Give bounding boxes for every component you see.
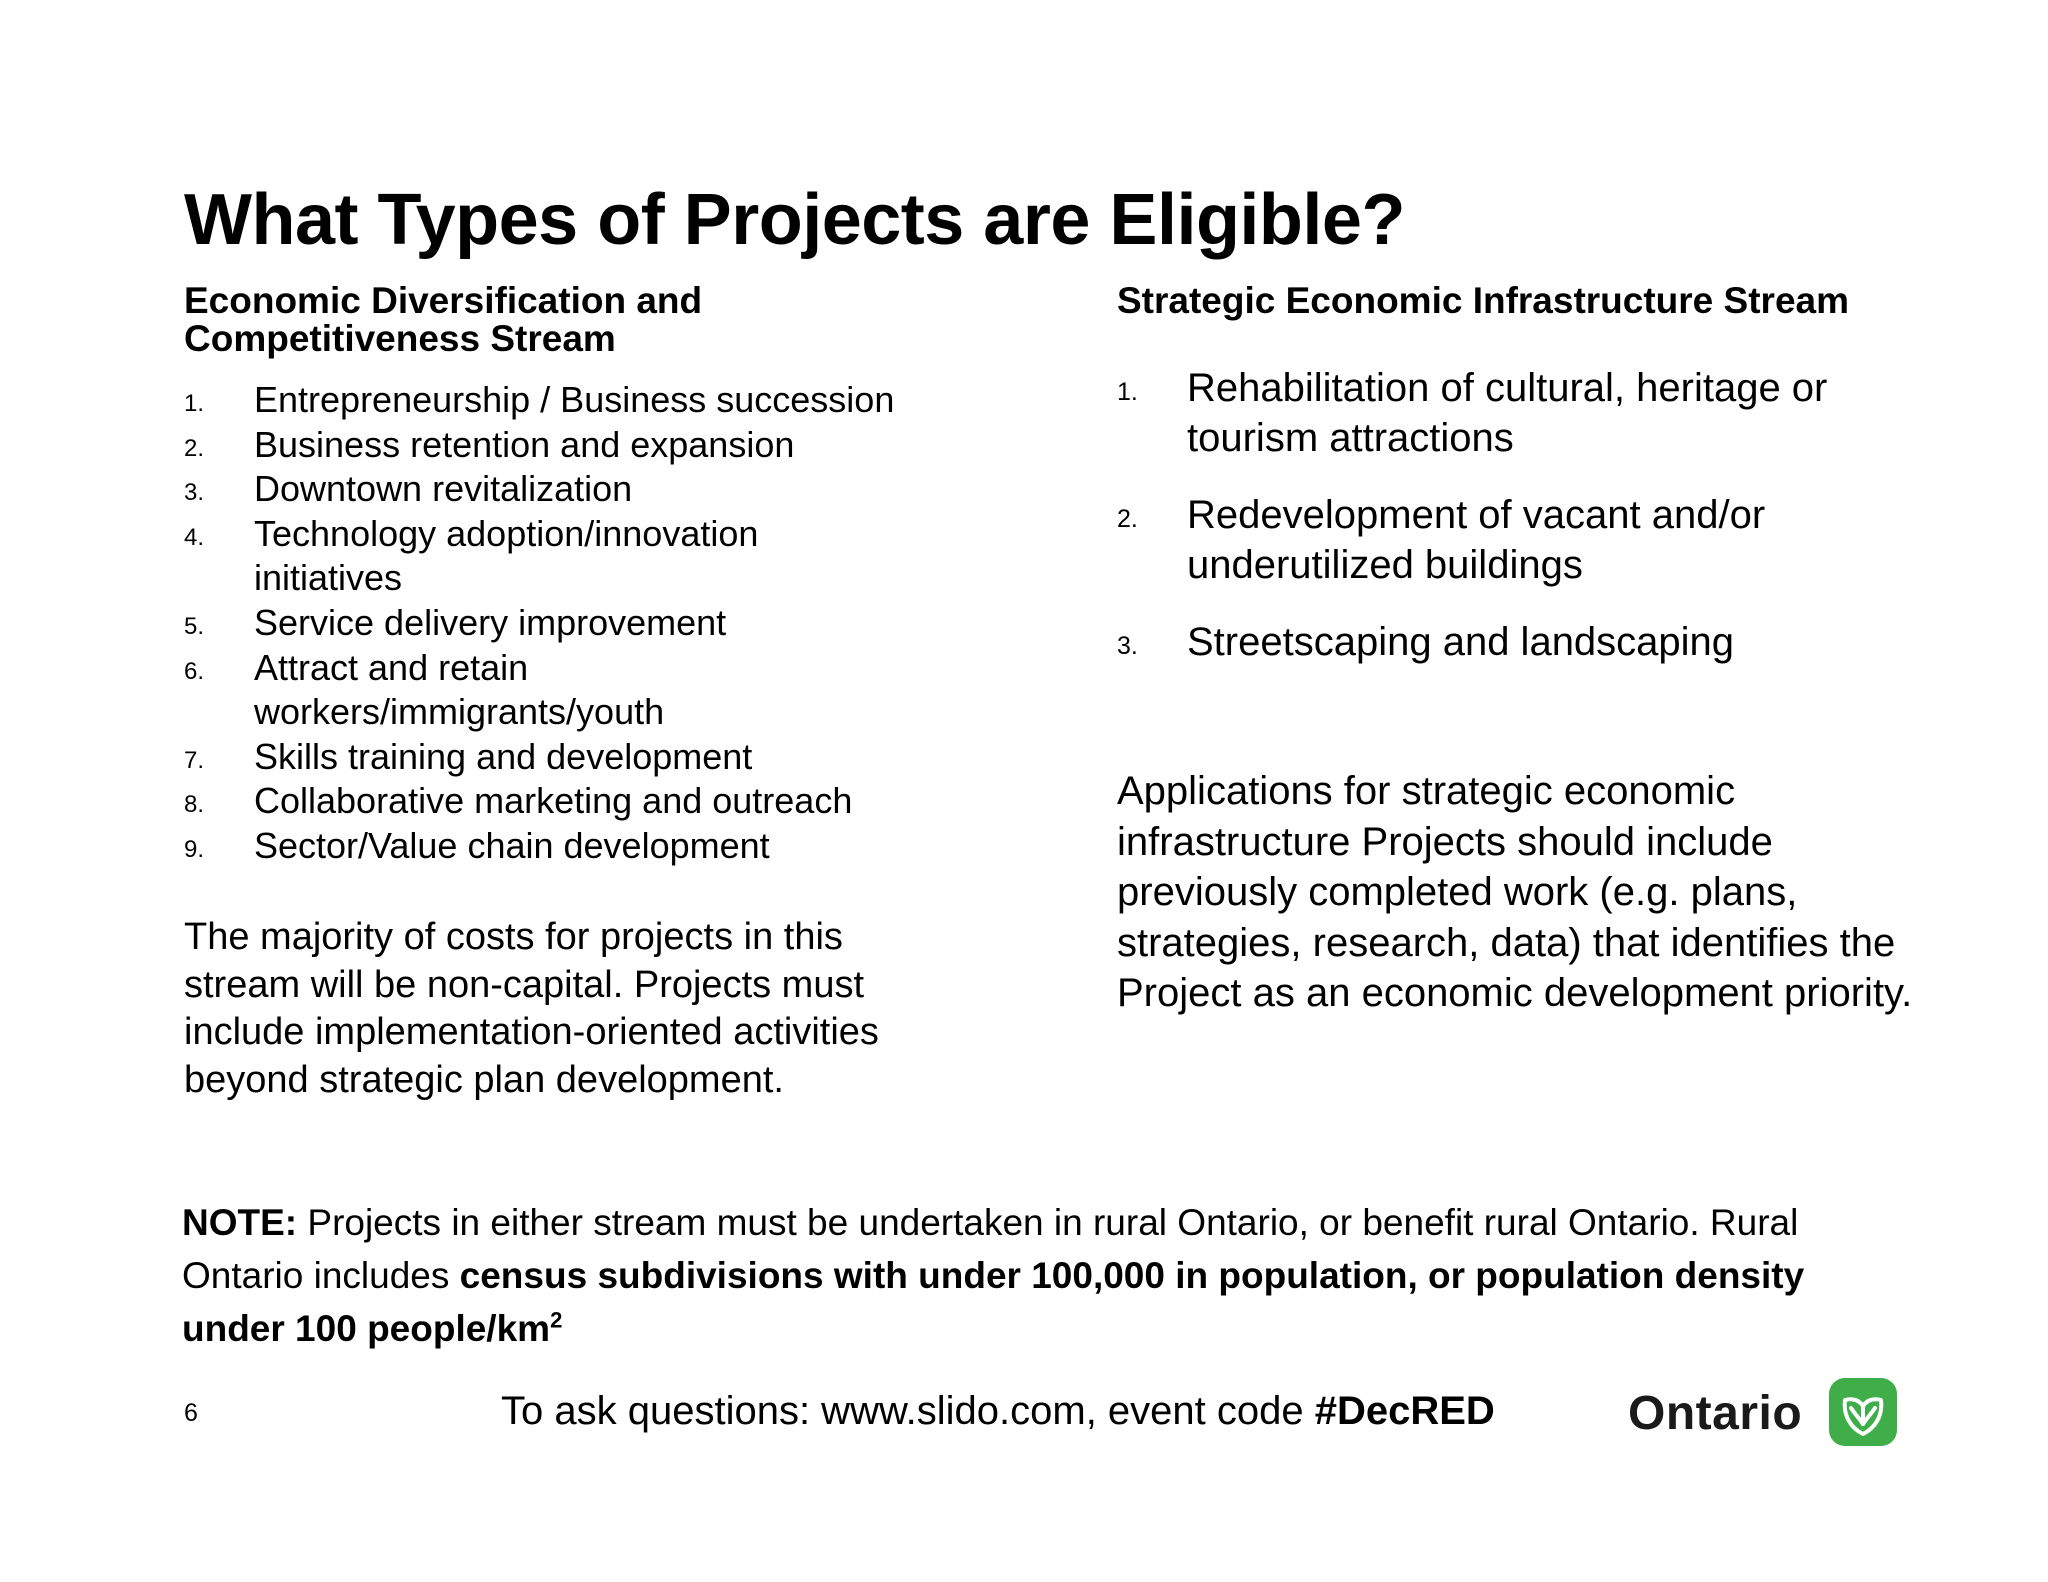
questions-text: To ask questions: www.slido.com, event code xyxy=(501,1389,1315,1433)
page-number: 6 xyxy=(184,1399,198,1427)
list-number: 3. xyxy=(1117,632,1138,660)
list-item-text: Entrepreneurship / Business succession xyxy=(254,379,895,420)
list-item xyxy=(184,735,944,780)
list-item xyxy=(1117,363,1897,463)
note-block xyxy=(182,1196,1882,1355)
left-column-heading xyxy=(184,282,884,358)
list-number: 2. xyxy=(1117,505,1138,533)
questions-footer xyxy=(501,1386,1495,1436)
left-eligible-list xyxy=(184,378,944,869)
list-item xyxy=(184,824,944,869)
list-item-text: Rehabilitation of cultural, heritage or tourism attractions xyxy=(1187,366,1828,460)
left-heading-line2: Competitiveness Stream xyxy=(184,318,616,359)
right-eligible-list xyxy=(1117,363,1897,694)
list-item xyxy=(184,423,944,468)
note-bold-text: census subdivisions with under 100,000 in population, or population density under 100 people/km xyxy=(182,1255,1805,1349)
note-label: NOTE: xyxy=(182,1202,298,1243)
list-item xyxy=(184,467,944,512)
list-item-text: Collaborative marketing and outreach xyxy=(254,780,853,822)
list-item-text: Technology adoption/innovation initiatives xyxy=(254,512,759,599)
list-item-text: Attract and retain workers/immigrants/youth xyxy=(254,646,665,733)
list-number: 2. xyxy=(184,434,205,462)
list-item xyxy=(184,646,754,735)
left-column-paragraph: The majority of costs for projects in this stream will be non-capital. Projects must include implementation-oriented activities beyond strategic plan development. xyxy=(184,916,879,1101)
right-column-heading: Strategic Economic Infrastructure Stream xyxy=(1117,280,1849,321)
list-item xyxy=(184,779,944,824)
list-item xyxy=(184,601,944,646)
note-superscript: 2 xyxy=(550,1307,563,1333)
list-number: 1. xyxy=(1117,378,1138,406)
event-code: #DecRED xyxy=(1314,1389,1495,1433)
ontario-logo xyxy=(1628,1378,1898,1448)
list-item xyxy=(1117,617,1897,667)
list-item-text: Redevelopment of vacant and/or underutilized buildings xyxy=(1187,493,1766,587)
list-item xyxy=(1117,490,1897,590)
list-item xyxy=(184,378,944,423)
list-number: 6. xyxy=(184,657,205,685)
list-item-text: Downtown revitalization xyxy=(254,468,633,510)
list-number: 7. xyxy=(184,746,205,774)
list-item-text: Skills training and development xyxy=(254,735,753,777)
logo-wordmark: Ontario xyxy=(1628,1387,1803,1440)
list-item-text: Service delivery improvement xyxy=(254,601,727,643)
list-number: 3. xyxy=(184,479,205,507)
list-item-text: Sector/Value chain development xyxy=(254,824,770,866)
note-text: Projects in either stream must be undertaken in rural Ontario, or benefit rural Ontario. Rural Ontario includes xyxy=(182,1202,1799,1296)
right-column-paragraph: Applications for strategic economic infrastructure Projects should include previously completed work (e.g. plans, strategies, research, data) that identifies the Project as an economic development priority. xyxy=(1117,769,1913,1015)
list-number: 1. xyxy=(184,390,205,417)
list-number: 4. xyxy=(184,523,205,551)
ontario-trillium-icon xyxy=(1829,1378,1897,1446)
list-number: 9. xyxy=(184,835,205,863)
list-number: 5. xyxy=(184,612,205,640)
left-heading-line1: Economic Diversification and xyxy=(184,280,703,321)
page-title: What Types of Projects are Eligible? xyxy=(184,180,1405,260)
list-item-text: Streetscaping and landscaping xyxy=(1187,620,1735,664)
list-item-text: Business retention and expansion xyxy=(254,423,795,465)
list-item xyxy=(184,512,814,601)
list-number: 8. xyxy=(184,791,205,819)
